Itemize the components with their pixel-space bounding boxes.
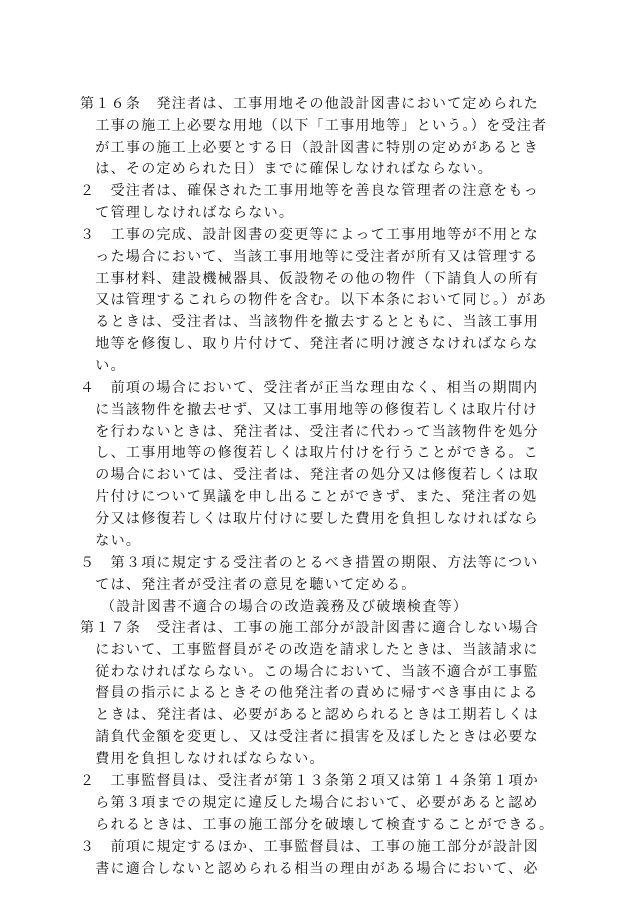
article-16-paragraph-5: ５ 第３項に規定する受注者のとるべき措置の期限、方法等につい ては、発注者が受注者の意見を聴いて定める。: [80, 555, 539, 593]
article-17-paragraph-3: ３ 前項に規定するほか、工事監督員は、工事の施工部分が設計図 書に適合しないと認められる相当の理由がある場合において、必: [80, 839, 539, 877]
article-17-caption: （設計図書不適合の場合の改造義務及び破壊検査等）: [101, 599, 469, 615]
article-17-main: 第１７条 受注者は、工事の施工部分が設計図書に適合しない場合 において、工事監督員がその改造を請求したときは、当該請求に 従わなければならない。この場合において、当該不適合が工事監 督員の指示によるときその他発注者の責めに帰すべき事由による ときは、発注者は、必要があると認められるときは工期若しくは 請負代金額を変更し、又は受注者に損害を及ぼしたときは必要な 費用を負担しなければならない。: [80, 620, 539, 767]
article-16-paragraph-2: ２ 受注者は、確保された工事用地等を善良な管理者の注意をもっ て管理しなければならない。: [80, 183, 539, 221]
article-17-paragraph-2: ２ 工事監督員は、受注者が第１３条第２項又は第１４条第１項か ら第３項までの規定に違反した場合において、必要があると認め られるときは、工事の施工部分を破壊して検査することができる。: [80, 773, 555, 833]
article-16-paragraph-3: ３ 工事の完成、設計図書の変更等によって工事用地等が不用とな った場合において、当該工事用地等に受注者が所有又は管理する 工事材料、建設機械器具、仮設物その他の物件（下請負人の所有 又は管理するこれらの物件を含む。以下本条において同じ。）があ るときは、受注者は、当該物件を撤去するとともに、当該工事用 地等を修復し、取り片付けて、発注者に明け渡さなければならな い。: [80, 227, 548, 374]
article-16-main: 第１６条 発注者は、工事用地その他設計図書において定められた 工事の施工上必要な用地（以下「工事用地等」という。）を受注者 が工事の施工上必要とする日（設計図書に特別の定めがあるとき は、その定められた日）までに確保しなければならない。: [80, 96, 548, 178]
article-16-paragraph-4: ４ 前項の場合において、受注者が正当な理由なく、相当の期間内 に当該物件を撤去せず、又は工事用地等の修復若しくは取片付け を行わないときは、発注者は、受注者に代わって当該物件を処分 し、工事用地等の修復若しくは取片付けを行うことができる。こ の場合においては、受注者は、発注者の処分又は修復若しくは取 片付けについて異議を申し出ることができず、また、発注者の処 分又は修復若しくは取片付けに要した費用を負担しなければなら ない。: [80, 380, 539, 549]
